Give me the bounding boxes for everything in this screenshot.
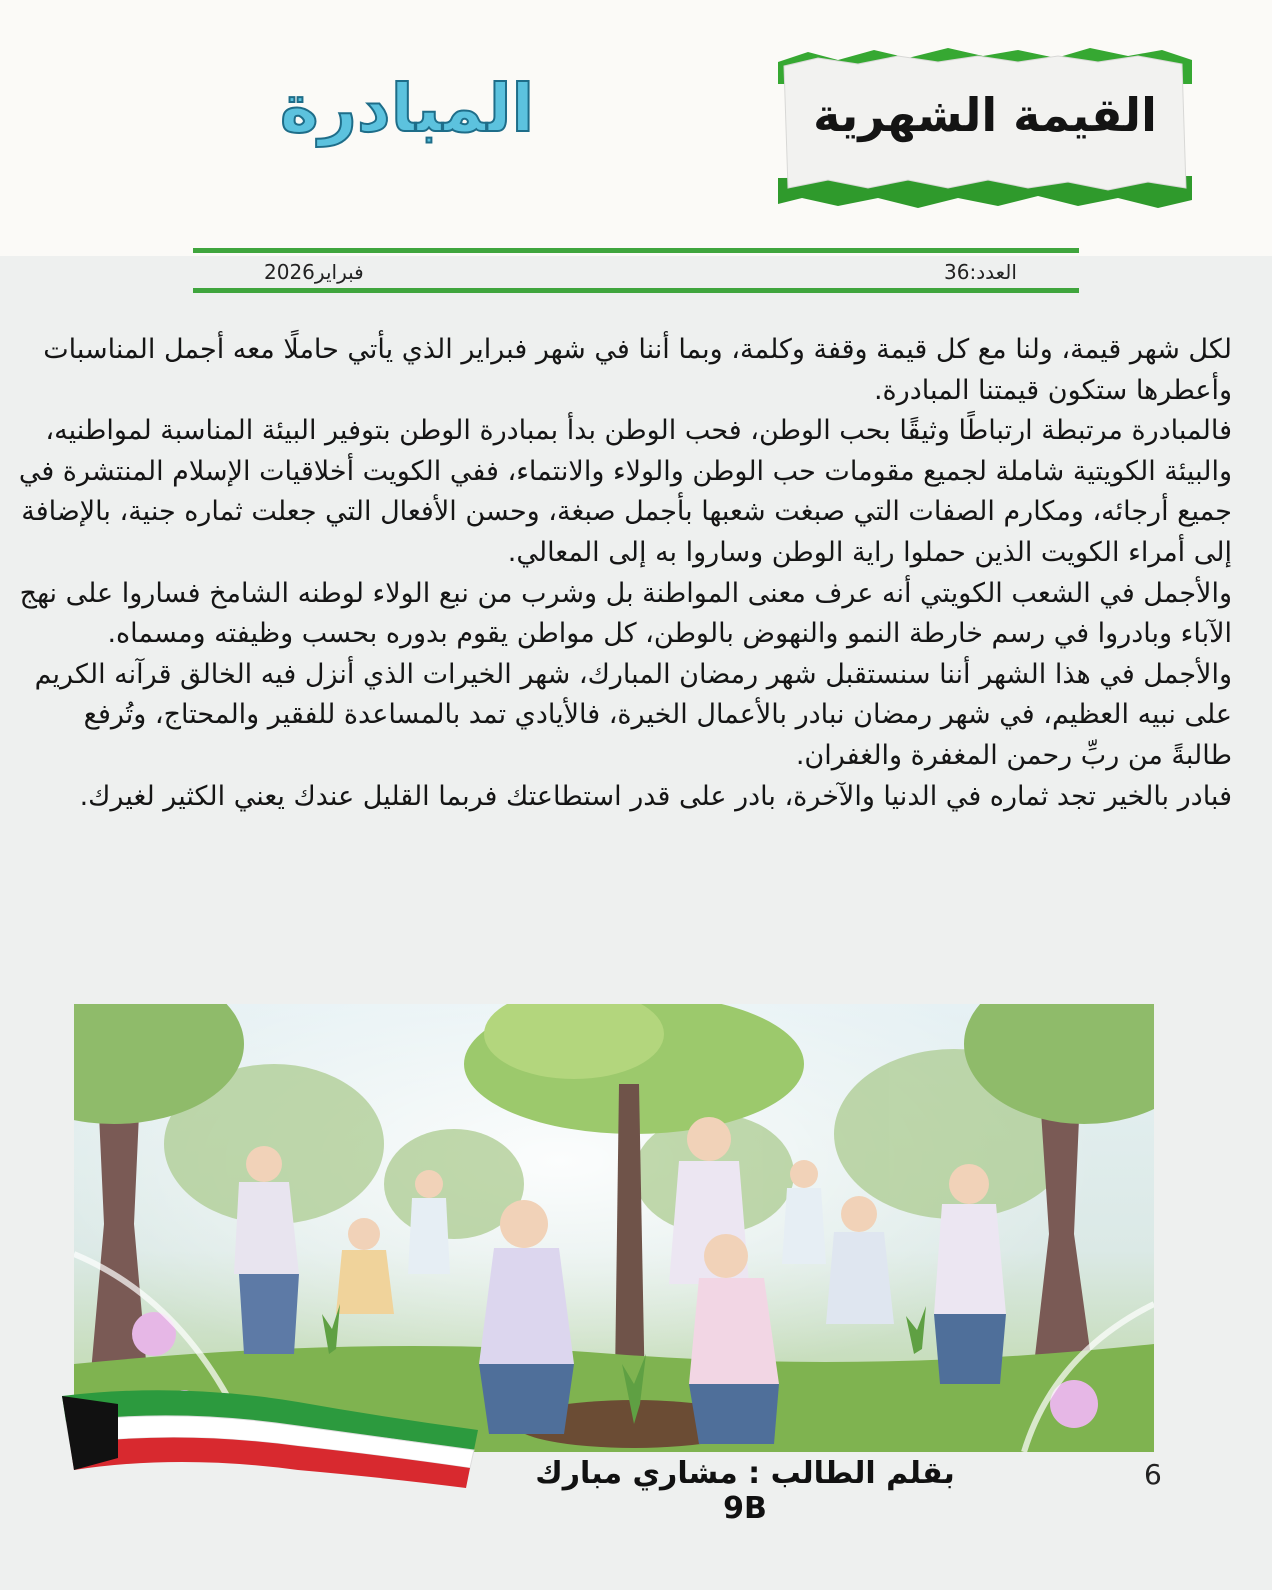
tree-planting-illustration bbox=[74, 1004, 1154, 1452]
article-body bbox=[18, 330, 1232, 817]
article-paragraph: والأجمل في هذا الشهر أننا سنستقبل شهر رمضان المبارك، شهر الخيرات الذي أنزل فيه الخالق قرآنه الكريم على نبيه العظيم، في شهر رمضان نبادر بالأعمال الخيرة، فالأيادي تمد بالمساعدة للفقير والمحتاج، وتُرفع طالبةً من ربِّ رحمن المغفرة والغفران. bbox=[34, 658, 1232, 771]
article-paragraph: فبادر بالخير تجد ثماره في الدنيا والآخرة، بادر على قدر استطاعتك فربما القليل عندك يعني الكثير لغيرك. bbox=[79, 780, 1232, 812]
section-label: القيمة الشهرية bbox=[813, 88, 1157, 142]
value-title: المبادرة bbox=[279, 70, 535, 147]
article-paragraph: لكل شهر قيمة، ولنا مع كل قيمة وقفة وكلمة، وبما أننا في شهر فبراير الذي يأتي حاملًا معه أجمل المناسبات وأعطرها ستكون قيمتنا المبادرة. bbox=[43, 334, 1232, 406]
kuwait-flag-icon bbox=[58, 1386, 488, 1500]
top-rule bbox=[193, 248, 1079, 253]
bottom-rule bbox=[193, 288, 1079, 293]
article-paragraph: فالمبادرة مرتبطة ارتباطًا وثيقًا بحب الوطن، فحب الوطن بدأ بمبادرة الوطن بتوفير البيئة المناسبة لمواطنيه، والبيئة الكويتية شاملة لجميع مقومات حب الوطن والولاء والانتماء، ففي الكويت أخلاقيات الإسلام المنتشرة في جميع أرجائه، ومكارم الصفات التي صبغت شعبها بأجمل صبغة، وحسن الأفعال التي جعلت ثماره جنية، بالإضافة إلى أمراء الكويت الذين حملوا راية الوطن وساروا به إلى المعالي. bbox=[18, 415, 1232, 568]
author-byline: بقلم الطالب : مشاري مبارك 9B bbox=[535, 1456, 955, 1526]
issue-number: العدد:36 bbox=[944, 260, 1017, 284]
issue-date: فبراير2026 bbox=[264, 260, 364, 284]
article-paragraph: والأجمل في الشعب الكويتي أنه عرف معنى المواطنة بل وشرب من نبع الولاء لوطنه الشامخ فساروا على نهج الآباء وبادروا في رسم خارطة النمو والنهوض بالوطن، كل مواطن يقوم بدوره بحسب وظيفته ومسماه. bbox=[19, 577, 1232, 650]
page-number: 6 bbox=[1144, 1458, 1162, 1491]
monthly-value-label bbox=[778, 48, 1192, 208]
